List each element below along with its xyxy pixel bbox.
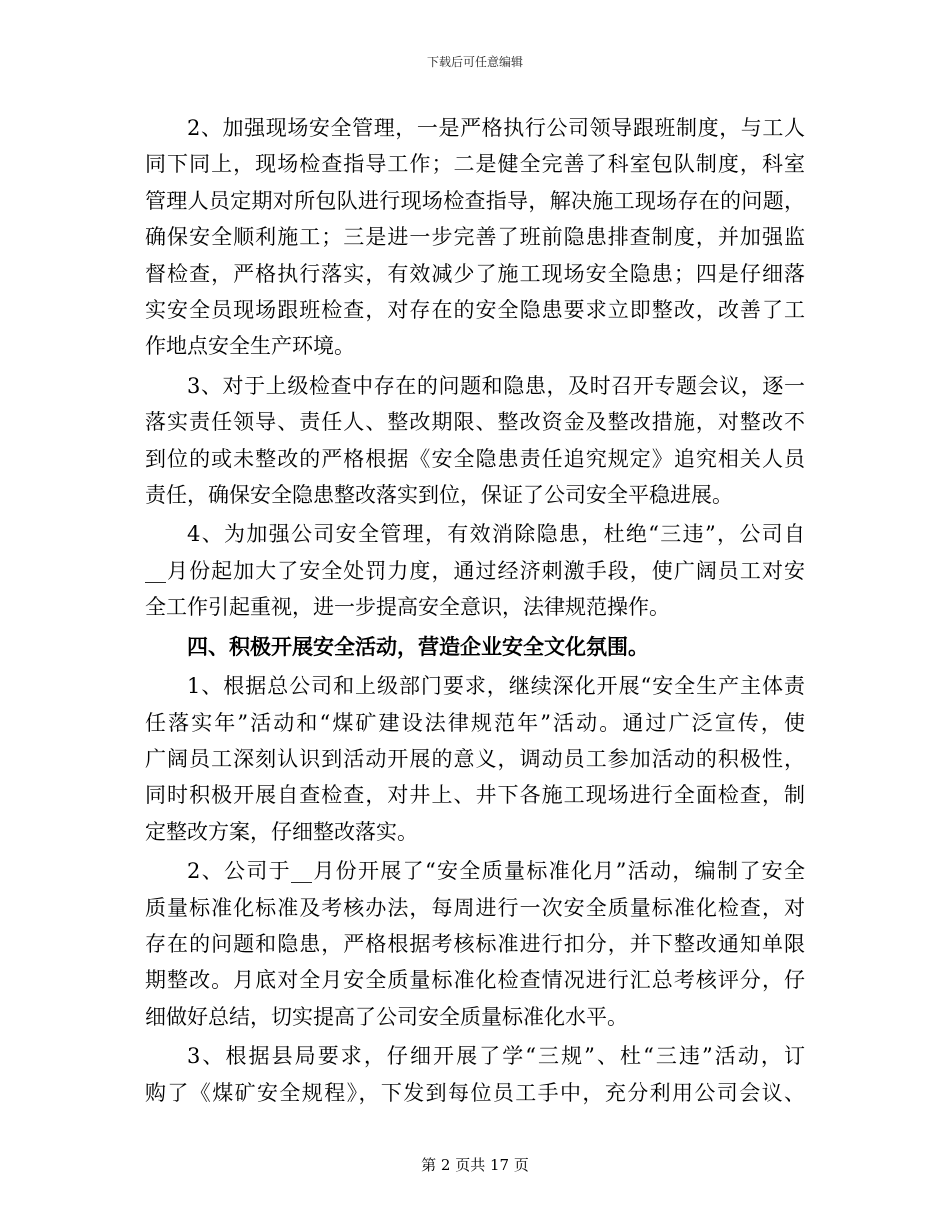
paragraph [145, 516, 805, 625]
text-line: 落实责任领导、责任人、整改期限、整改资金及整改措施，对整改不 [145, 410, 805, 435]
text-line: 确保安全顺利施工；三是进一步完善了班前隐患排查制度，并加强监 [145, 225, 805, 250]
text-line: __月份起加大了安全处罚力度，通过经济刺激手段，使广阔员工对安 [145, 558, 805, 583]
paragraph [145, 110, 805, 365]
paragraph [145, 668, 805, 850]
text-line: 实安全员现场跟班检查，对存在的安全隐患要求立即整改，改善了工 [145, 298, 805, 323]
paragraph [145, 1038, 805, 1111]
document-body [145, 110, 805, 1114]
text-line: 督检查，严格执行落实，有效减少了施工现场安全隐患；四是仔细落 [145, 261, 805, 286]
text-line: 期整改。月底对全月安全质量标准化检查情况进行汇总考核评分，仔 [145, 968, 805, 993]
text-line: 管理人员定期对所包队进行现场检查指导，解决施工现场存在的问题， [145, 188, 805, 213]
text-line: 存在的问题和隐患，严格根据考核标准进行扣分，并下整改通知单限 [145, 931, 805, 956]
text-line: 4、为加强公司安全管理，有效消除隐患，杜绝“三违”，公司自 [187, 522, 805, 547]
section-heading: 四、积极开展安全活动，营造企业安全文化氛围。 [187, 633, 649, 659]
text-line: 全工作引起重视，进一步提高安全意识，法律规范操作。 [145, 595, 670, 620]
paragraph [145, 853, 805, 1035]
text-line: 广阔员工深刻认识到活动开展的意义，调动员工参加活动的积极性， [145, 746, 805, 771]
text-line: 作地点安全生产环境。 [145, 334, 355, 359]
text-line: 3、根据县局要求，仔细开展了学“三规”、杜“三违”活动，订 [187, 1044, 805, 1069]
text-line: 定整改方案，仔细整改落实。 [145, 819, 418, 844]
text-line: 同下同上，现场检查指导工作；二是健全完善了科室包队制度，科室 [145, 152, 805, 177]
text-line: 购了《煤矿安全规程》，下发到每位员工手中，充分利用公司会议、 [145, 1080, 805, 1105]
page-header-note: 下载后可任意编辑 [426, 55, 523, 69]
text-line: 2、公司于__月份开展了“安全质量标准化月”活动，编制了安全 [187, 859, 805, 884]
paragraph [145, 368, 805, 514]
text-line: 任落实年”活动和“煤矿建设法律规范年”活动。通过广泛宣传，使 [145, 710, 805, 735]
text-line: 1、根据总公司和上级部门要求，继续深化开展“安全生产主体责 [187, 674, 805, 699]
text-line: 到位的或未整改的严格根据《安全隐患责任追究规定》追究相关人员 [145, 446, 805, 471]
text-line: 责任，确保安全隐患整改落实到位，保证了公司安全平稳进展。 [145, 483, 733, 508]
text-line: 质量标准化标准及考核办法，每周进行一次安全质量标准化检查，对 [145, 895, 805, 920]
text-line: 3、对于上级检查中存在的问题和隐患，及时召开专题会议，逐一 [187, 373, 805, 398]
text-line: 2、加强现场安全管理，一是严格执行公司领导跟班制度，与工人 [187, 116, 805, 140]
text-line: 同时积极开展自查检查，对井上、井下各施工现场进行全面检查，制 [145, 783, 805, 808]
page-number: 第 2 页共 17 页 [421, 1156, 529, 1174]
text-line: 细做好总结，切实提高了公司安全质量标准化水平。 [145, 1004, 628, 1029]
